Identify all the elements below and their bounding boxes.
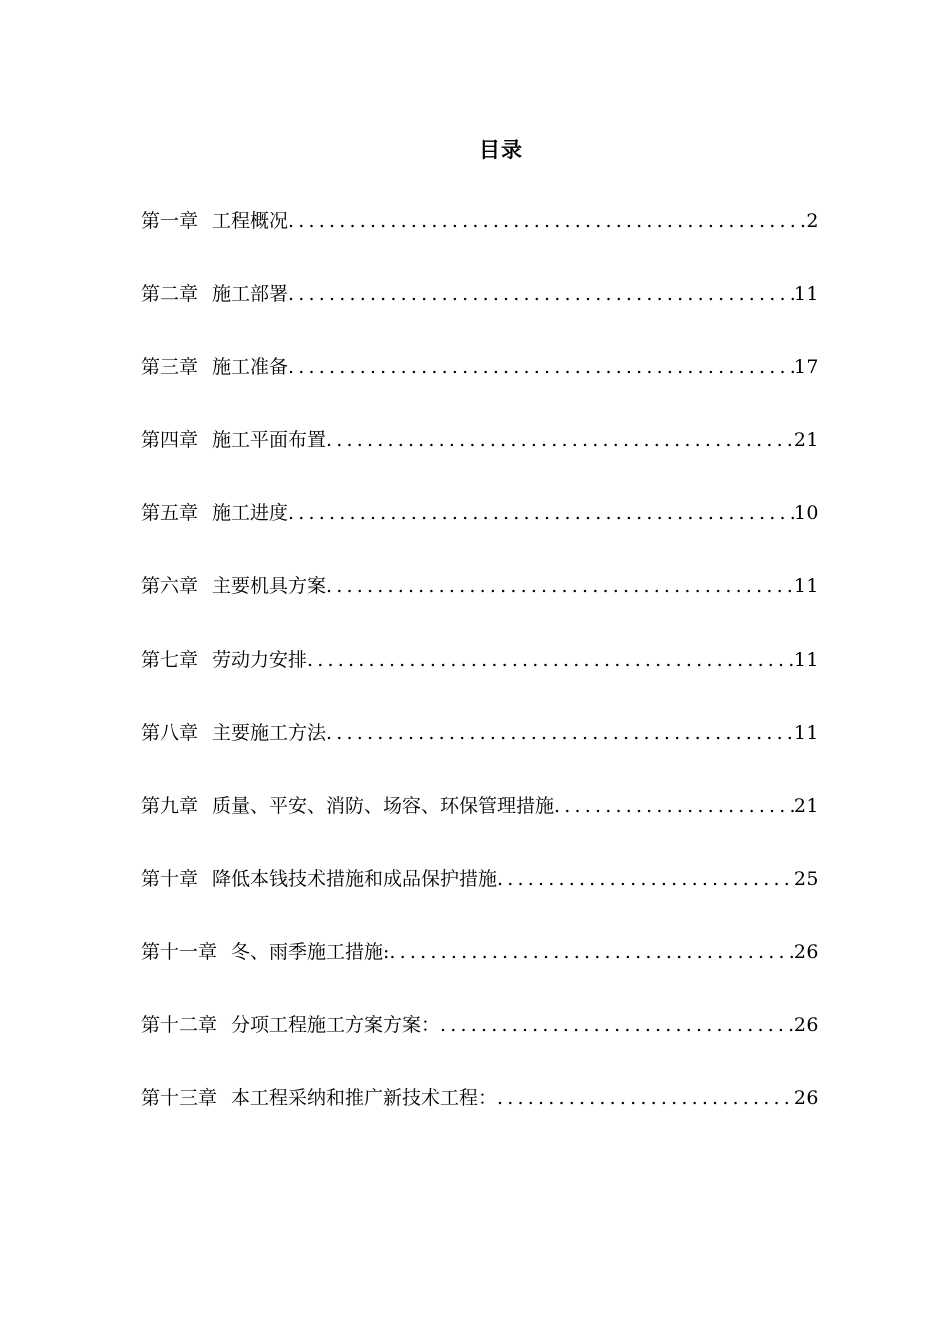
page-title: 目录 [479,137,523,162]
toc-entry[interactable] [141,715,819,788]
toc-entry[interactable] [141,568,819,641]
toc-page-number: 11 [793,721,819,744]
toc-chapter-title: 降低本钱技术措施和成品保护措施 [212,867,498,890]
toc-entry[interactable] [141,788,819,861]
toc-chapter-number: 第一章 [141,210,199,232]
toc-chapter-title: 劳动力安排 [212,648,308,671]
toc-entry[interactable] [141,203,819,276]
toc-chapter-title: 工程概况 [212,210,289,232]
toc-dot-leader [288,276,794,312]
toc-entry[interactable] [141,1080,819,1153]
toc-dot-leader [326,422,794,458]
toc-entry[interactable] [141,861,819,934]
toc-dot-leader [326,568,794,604]
toc-page-number: 11 [793,575,819,598]
toc-chapter-title: 分项工程施工方案方案： [231,1014,441,1037]
toc-entry[interactable] [141,1007,819,1080]
toc-chapter-number: 第八章 [141,721,199,744]
toc-dot-leader [554,788,794,824]
toc-chapter-title: 施工平面布置 [212,429,327,452]
toc-chapter-title: 主要施工方法 [212,721,327,744]
toc-page-number: 26 [793,1014,819,1037]
toc-entry[interactable] [141,934,819,1007]
toc-entry[interactable] [141,642,819,715]
toc-dot-leader [307,642,794,678]
toc-chapter-number: 第四章 [141,429,199,452]
toc-chapter-number: 第十三章 [141,1087,218,1110]
toc-page-number: 11 [793,648,819,671]
toc-chapter-number: 第五章 [141,502,199,525]
toc-entry[interactable] [141,422,819,495]
toc-dot-leader [497,861,794,897]
toc-dot-leader [288,203,806,239]
toc-dot-leader [440,1007,794,1043]
table-of-contents [141,203,819,1153]
toc-chapter-number: 第十二章 [141,1014,218,1037]
toc-chapter-number: 第二章 [141,283,199,306]
toc-page-number: 11 [793,283,819,306]
toc-entry[interactable] [141,349,819,422]
toc-page-number: 26 [793,1087,819,1110]
toc-chapter-title: 主要机具方案 [212,575,327,598]
toc-dot-leader [288,495,794,531]
toc-chapter-number: 第九章 [141,794,199,817]
toc-chapter-title: 施工准备 [212,356,289,379]
toc-page-number: 21 [793,794,819,817]
toc-page-number: 17 [793,356,819,379]
toc-chapter-title: 本工程采纳和推广新技术工程： [231,1087,498,1110]
toc-page-number: 26 [793,940,819,963]
toc-page-number: 21 [793,429,819,452]
toc-chapter-title: 冬、雨季施工措施: [231,940,390,963]
toc-chapter-title: 施工部署 [212,283,289,306]
toc-chapter-number: 第十章 [141,867,199,890]
toc-chapter-title: 质量、平安、消防、场容、环保管理措施 [212,794,555,817]
toc-page-number: 10 [793,502,819,525]
toc-chapter-number: 第六章 [141,575,199,598]
toc-entry[interactable] [141,495,819,568]
toc-chapter-number: 第七章 [141,648,199,671]
toc-page-number: 2 [806,210,819,232]
toc-entry[interactable] [141,276,819,349]
toc-dot-leader [389,934,793,970]
toc-dot-leader [326,715,794,751]
toc-dot-leader [497,1080,794,1116]
toc-chapter-title: 施工进度 [212,502,289,525]
toc-page-number: 25 [793,867,819,890]
toc-chapter-number: 第十一章 [141,940,218,963]
toc-chapter-number: 第三章 [141,356,199,379]
toc-dot-leader [288,349,794,385]
